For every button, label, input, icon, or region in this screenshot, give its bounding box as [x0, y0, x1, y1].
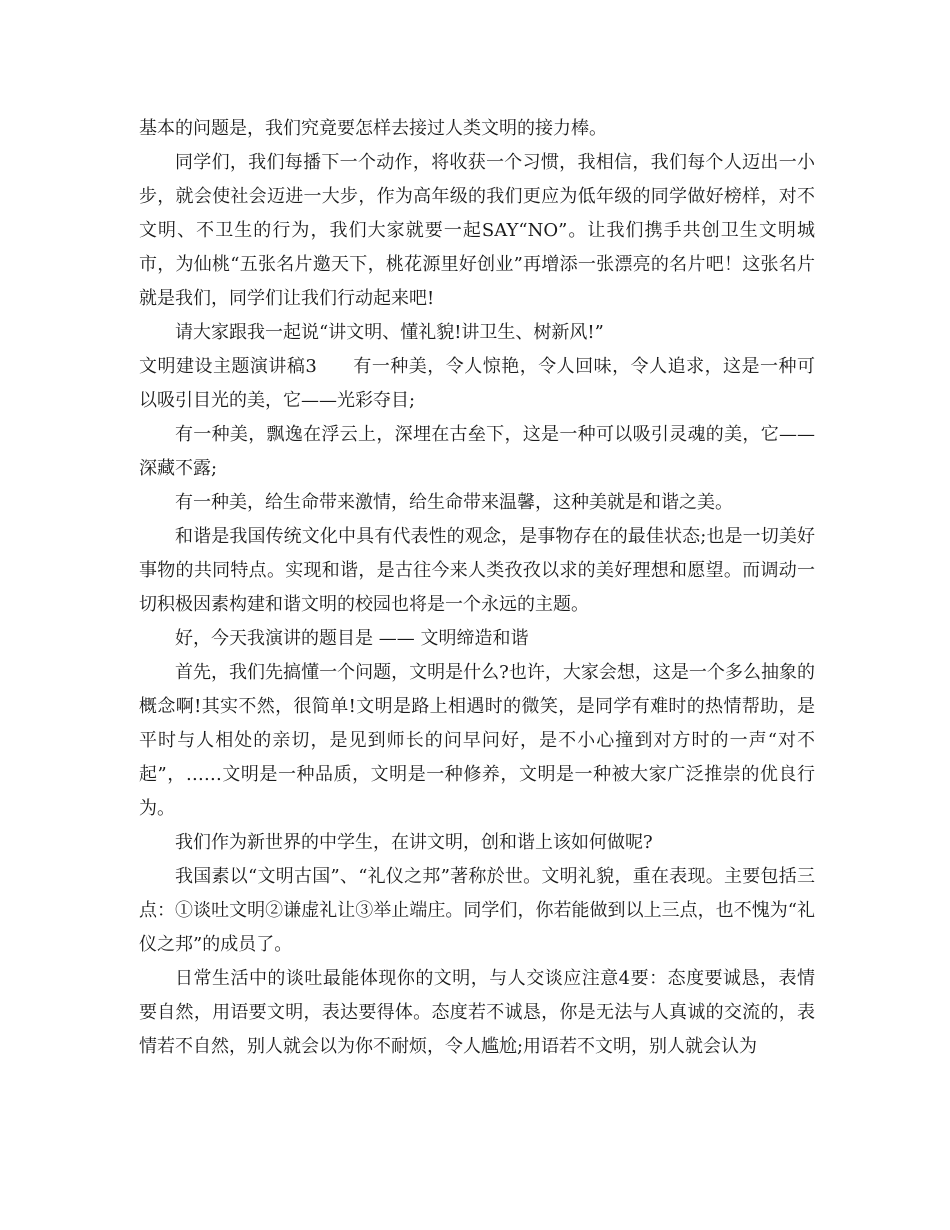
paragraph-2: 同学们，我们每播下一个动作，将收获一个习惯，我相信，我们每个人迈出一小步，就会使社会迈进一大步，作为高年级的我们更应为低年级的同学做好榜样，对不文明、不卫生的行为，我们大家就要一起SAY“NO”。让我们携手共创卫生文明城市，为仙桃“五张名片邀天下，桃花源里好创业”再增添一张漂亮的名片吧！这张名片就是我们，同学们让我们行动起来吧!	[139, 152, 815, 309]
paragraph-11: 我国素以“文明古国”、“礼仪之邦”著称於世。文明礼貌，重在表现。主要包括三点：①谈吐文明②谦虚礼让③举止端庄。同学们，你若能做到以上三点，也不愧为“礼仪之邦”的成员了。	[139, 866, 815, 955]
paragraph-9: 首先，我们先搞懂一个问题，文明是什么?也许，大家会想，这是一个多么抽象的概念啊!其实不然，很简单!文明是路上相遇时的微笑，是同学有难时的热情帮助，是平时与人相处的亲切，是见到师长的问早问好，是不小心撞到对方时的一声“对不起”，……文明是一种品质，文明是一种修养，文明是一种被大家广泛推崇的优良行为。	[139, 662, 815, 819]
section-heading: 文明建设主题演讲稿3	[139, 356, 317, 377]
paragraph-5: 有一种美，飘逸在浮云上，深埋在古垒下，这是一种可以吸引灵魂的美，它——深藏不露;	[139, 424, 815, 479]
paragraph-10: 我们作为新世界的中学生，在讲文明，创和谐上该如何做呢?	[175, 832, 653, 853]
paragraph-4-text: 有一种美，令人惊艳，令人回味，令人追求，这是一种可以吸引目光的美，它——光彩夺目;	[139, 356, 816, 411]
paragraph-6: 有一种美，给生命带来激情，给生命带来温馨，这种美就是和谐之美。	[175, 492, 733, 513]
paragraph-7: 和谐是我国传统文化中具有代表性的观念，是事物存在的最佳状态;也是一切美好事物的共同特点。实现和谐，是古往今来人类孜孜以求的美好理想和愿望。而调动一切积极因素构建和谐文明的校园也将是一个永远的主题。	[139, 526, 815, 615]
paragraph-1: 基本的问题是，我们究竟要怎样去接过人类文明的接力棒。	[139, 118, 607, 139]
paragraph-4	[139, 350, 815, 418]
paragraph-8: 好，今天我演讲的题目是 —— 文明缔造和谐	[175, 628, 529, 649]
document-body	[139, 112, 815, 1064]
paragraph-12: 日常生活中的谈吐最能体现你的文明，与人交谈应注意4要：态度要诚恳，表情要自然，用语要文明，表达要得体。态度若不诚恳，你是无法与人真诚的交流的，表情若不自然，别人就会以为你不耐烦，令人尴尬;用语若不文明，别人就会认为	[139, 968, 815, 1057]
paragraph-3: 请大家跟我一起说“讲文明、懂礼貌!讲卫生、树新风!”	[175, 322, 604, 343]
